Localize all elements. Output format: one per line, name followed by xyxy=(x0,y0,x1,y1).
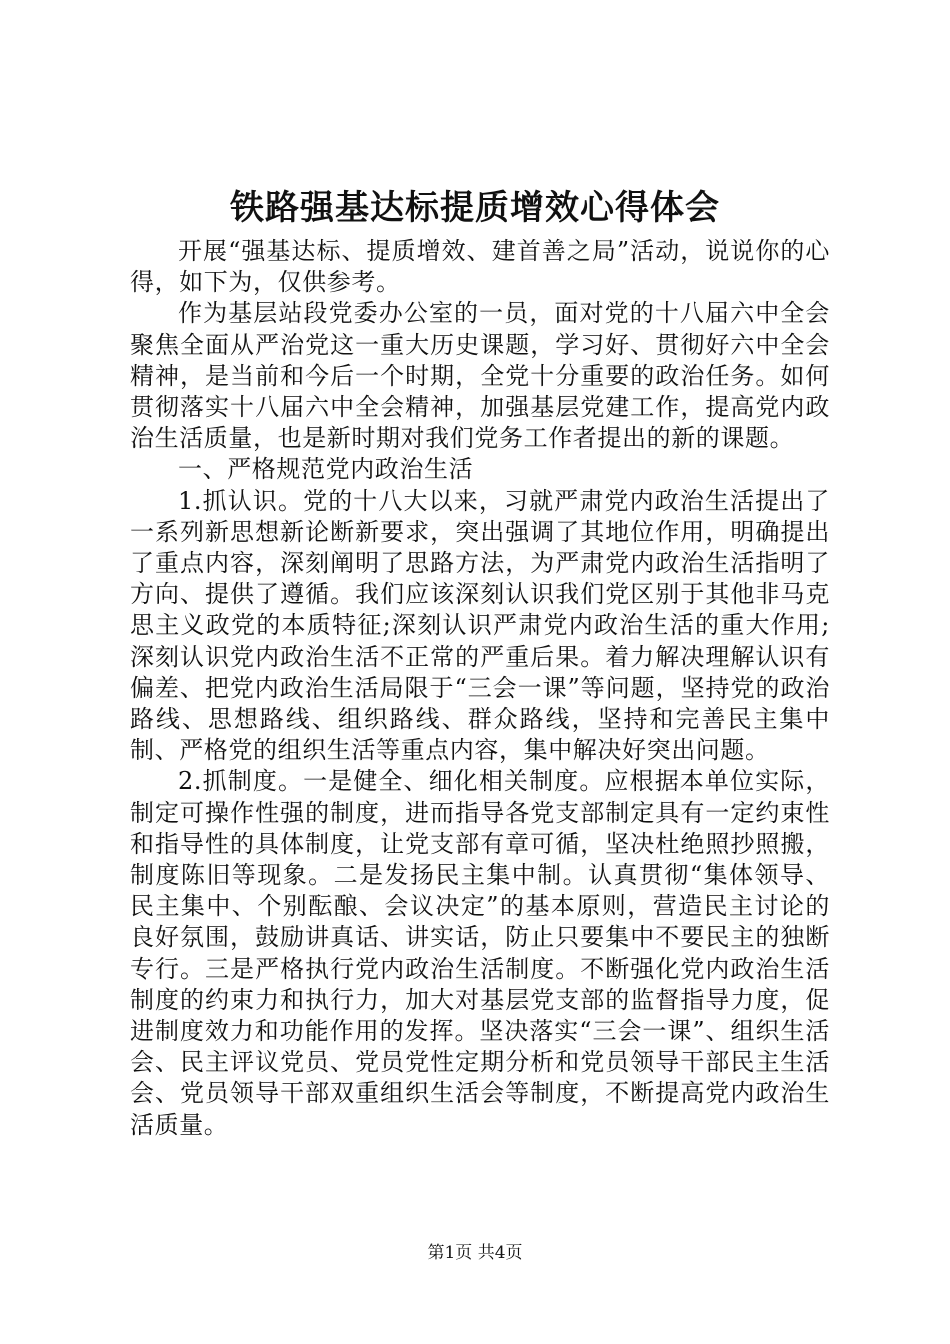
paragraph-point-2: 2.抓制度。一是健全、细化相关制度。应根据本单位实际，制定可操作性强的制度，进而指导各党支部制定具有一定约束性和指导性的具体制度，让党支部有章可循，坚决杜绝照抄照搬，制度陈旧等现象。二是发扬民主集中制。认真贯彻“集体领导、民主集中、个别酝酿、会议决定”的基本原则，营造民主讨论的良好氛围，鼓励讲真话、讲实话，防止只要集中不要民主的独断专行。三是严格执行党内政治生活制度。不断强化党内政治生活制度的约束力和执行力，加大对基层党支部的监督指导力度，促进制度效力和功能作用的发挥。坚决落实“三会一课”、组织生活会、民主评议党员、党员党性定期分析和党员领导干部民主生活会、党员领导干部双重组织生活会等制度，不断提高党内政治生活质量。 xyxy=(130,767,830,1139)
paragraph-intro: 开展“强基达标、提质增效、建首善之局”活动，说说你的心得，如下为，仅供参考。 xyxy=(130,237,830,297)
page-number-footer: 第1页 共4页 xyxy=(427,1243,523,1263)
paragraph-background: 作为基层站段党委办公室的一员，面对党的十八届六中全会聚焦全面从严治党这一重大历史课题，学习好、贯彻好六中全会精神，是当前和今后一个时期，全党十分重要的政治任务。如何贯彻落实十八届六中全会精神，加强基层党建工作，提高党内政治生活质量，也是新时期对我们党务工作者提出的新的课题。 xyxy=(130,299,830,453)
section-heading-1: 一、严格规范党内政治生活 xyxy=(178,455,474,484)
document-title: 铁路强基达标提质增效心得体会 xyxy=(230,188,720,228)
document-body xyxy=(130,236,830,1141)
paragraph-point-1: 1.抓认识。党的十八大以来，习就严肃党内政治生活提出了一系列新思想新论断新要求，突出强调了其地位作用，明确提出了重点内容，深刻阐明了思路方法，为严肃党内政治生活指明了方向、提供了遵循。我们应该深刻认识我们党区别于其他非马克思主义政党的本质特征;深刻认识严肃党内政治生活的重大作用;深刻认识党内政治生活不正常的严重后果。着力解决理解认识有偏差、把党内政治生活局限于“三会一课”等问题，坚持党的政治路线、思想路线、组织路线、群众路线，坚持和完善民主集中制、严格党的组织生活等重点内容，集中解决好突出问题。 xyxy=(130,486,830,765)
